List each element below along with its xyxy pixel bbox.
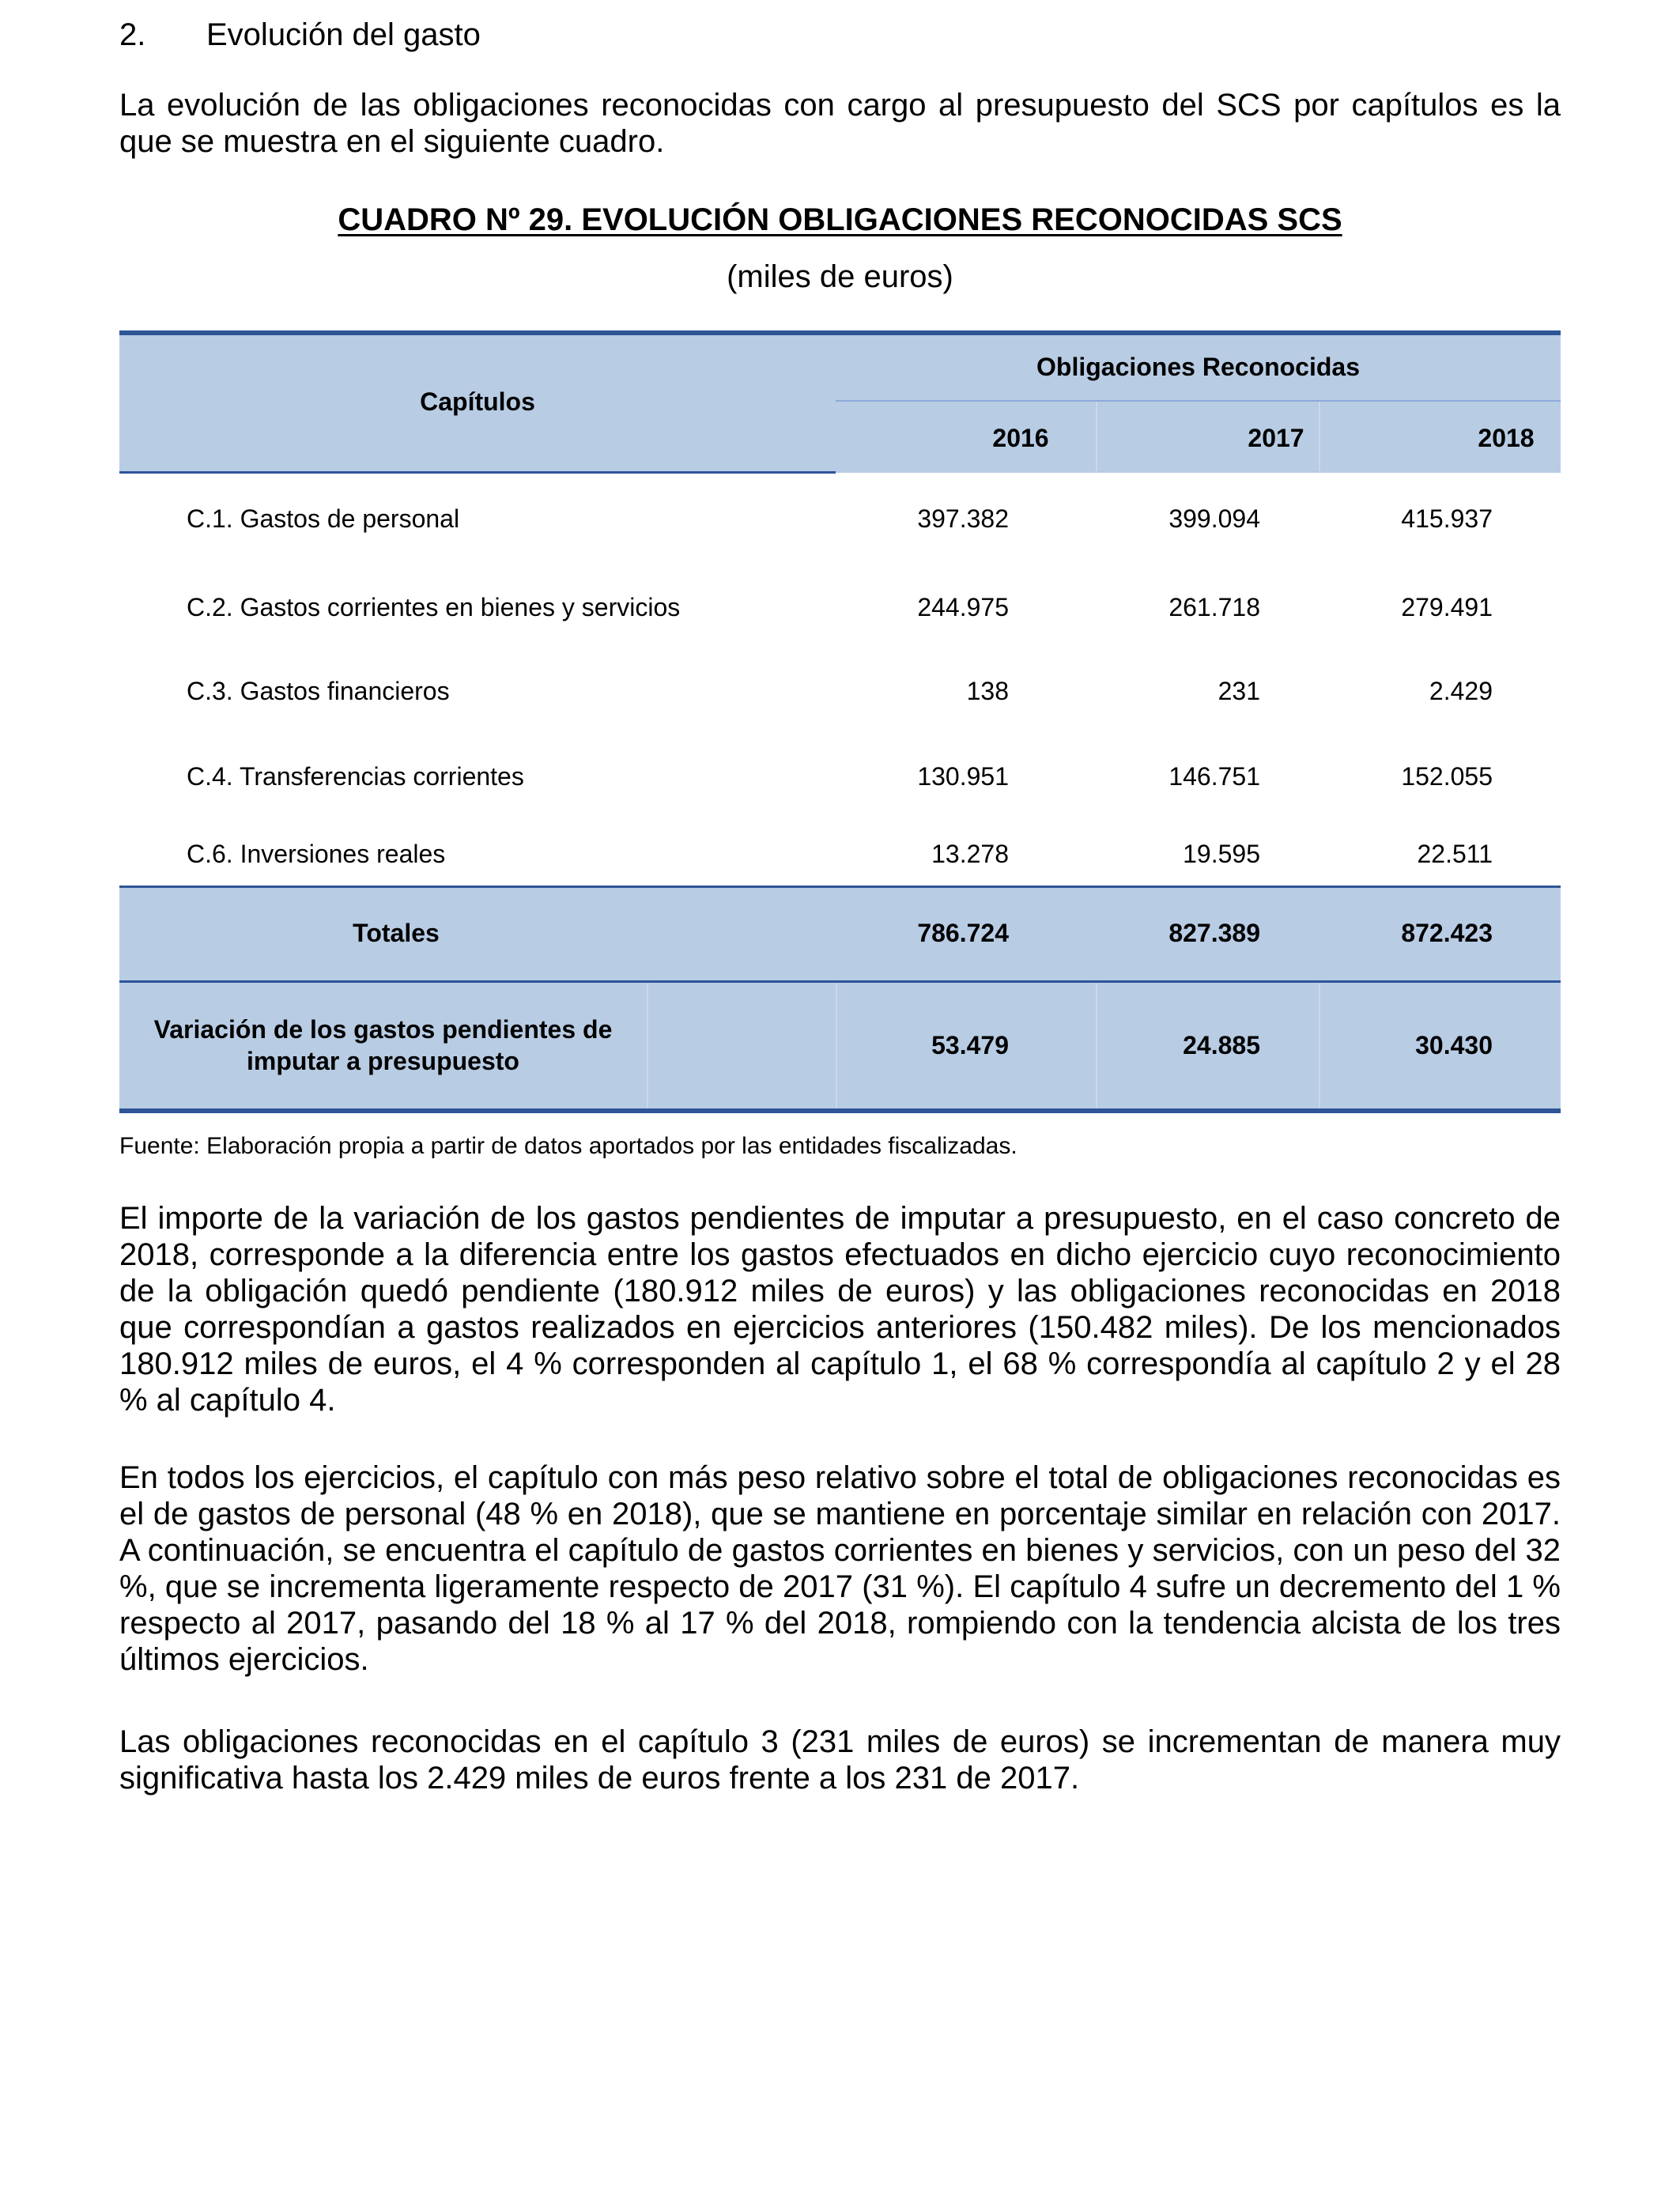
row-label: C.4. Transferencias corrientes [187,762,524,791]
row-value: 261.718 [1168,593,1260,621]
totals-label: Totales [353,919,440,947]
row-label: C.2. Gastos corrientes en bienes y servicios [187,593,681,621]
section-title: Evolución del gasto [206,17,481,52]
col-header-obligaciones: Obligaciones Reconocidas [1036,353,1360,381]
body-paragraph: Las obligaciones reconocidas en el capítulo 3 (231 miles de euros) se incrementan de manera muy significativa hasta los 2.429 miles de euros frente a los 231 de 2017. [119,1724,1561,1796]
row-value: 19.595 [1183,840,1260,868]
row-value: 146.751 [1168,762,1260,791]
variation-value: 30.430 [1415,1031,1493,1059]
row-value: 130.951 [917,762,1009,791]
totals-value: 827.389 [1168,919,1260,947]
col-header-year-2017: 2017 [1248,424,1304,452]
variation-label: Variación de los gastos pendientes de imputar a presupuesto [153,1015,613,1075]
row-value: 397.382 [917,504,1009,533]
row-value: 2.429 [1429,677,1493,705]
variation-value: 53.479 [931,1031,1009,1059]
row-value: 244.975 [917,593,1009,621]
row-value: 152.055 [1401,762,1493,791]
totals-value: 786.724 [917,919,1009,947]
section-heading [119,13,481,57]
row-value: 415.937 [1401,504,1493,533]
col-header-capitulos: Capítulos [420,387,535,416]
body-paragraph: El importe de la variación de los gastos pendientes de imputar a presupuesto, en el caso concreto de 2018, corresponde a la diferencia entre los gastos efectuados en dicho ejercicio cuyo reconocimiento de la obligación quedó pendiente (180.912 miles de euros) y las obligaciones reconocidas en 2018 que correspondían a gastos realizados en ejercicios anteriores (150.482 miles). De los mencionados 180.912 miles de euros, el 4 % corresponden al capítulo 1, el 68 % correspondía al capítulo 2 y el 28 % al capítulo 4. [119,1201,1561,1418]
row-label: C.1. Gastos de personal [187,504,460,533]
row-value: 13.278 [931,840,1009,868]
table-units: (miles de euros) [727,259,953,294]
row-value: 399.094 [1168,504,1260,533]
header-group-rule [836,400,1561,402]
table-top-rule [119,330,1561,335]
col-header-year-2018: 2018 [1478,424,1535,452]
totals-value: 872.423 [1401,919,1493,947]
header-bottom-rule [119,471,836,474]
table-title: CUADRO Nº 29. EVOLUCIÓN OBLIGACIONES RECONOCIDAS SCS [338,202,1342,237]
row-label: C.6. Inversiones reales [187,840,446,868]
table-source-note: Fuente: Elaboración propia a partir de datos aportados por las entidades fiscalizadas. [119,1133,1017,1159]
obligations-table [119,330,1561,1115]
body-paragraph: En todos los ejercicios, el capítulo con más peso relativo sobre el total de obligaciones reconocidas es el de gastos de personal (48 % en 2018), que se mantiene en porcentaje similar en relación con 2017. A continuación, se encuentra el capítulo de gastos corrientes en bienes y servicios, con un peso del 32 %, que se incrementa ligeramente respecto de 2017 (31 %). El capítulo 4 sufre un decremento del 1 % respecto al 2017, pasando del 18 % al 17 % del 2018, rompiendo con la tendencia alcista de los tres últimos ejercicios. [119,1460,1561,1677]
row-value: 279.491 [1401,593,1493,621]
table-bottom-rule [119,1108,1561,1113]
row-value: 138 [966,677,1009,705]
col-header-year-2016: 2016 [992,424,1049,452]
row-value: 231 [1218,677,1260,705]
row-value: 22.511 [1417,840,1493,868]
variation-value: 24.885 [1183,1031,1260,1059]
intro-paragraph: La evolución de las obligaciones reconocidas con cargo al presupuesto del SCS por capítulos es la que se muestra en el siguiente cuadro. [119,88,1561,159]
row-label: C.3. Gastos financieros [187,677,450,705]
section-number: 2. [119,17,146,52]
